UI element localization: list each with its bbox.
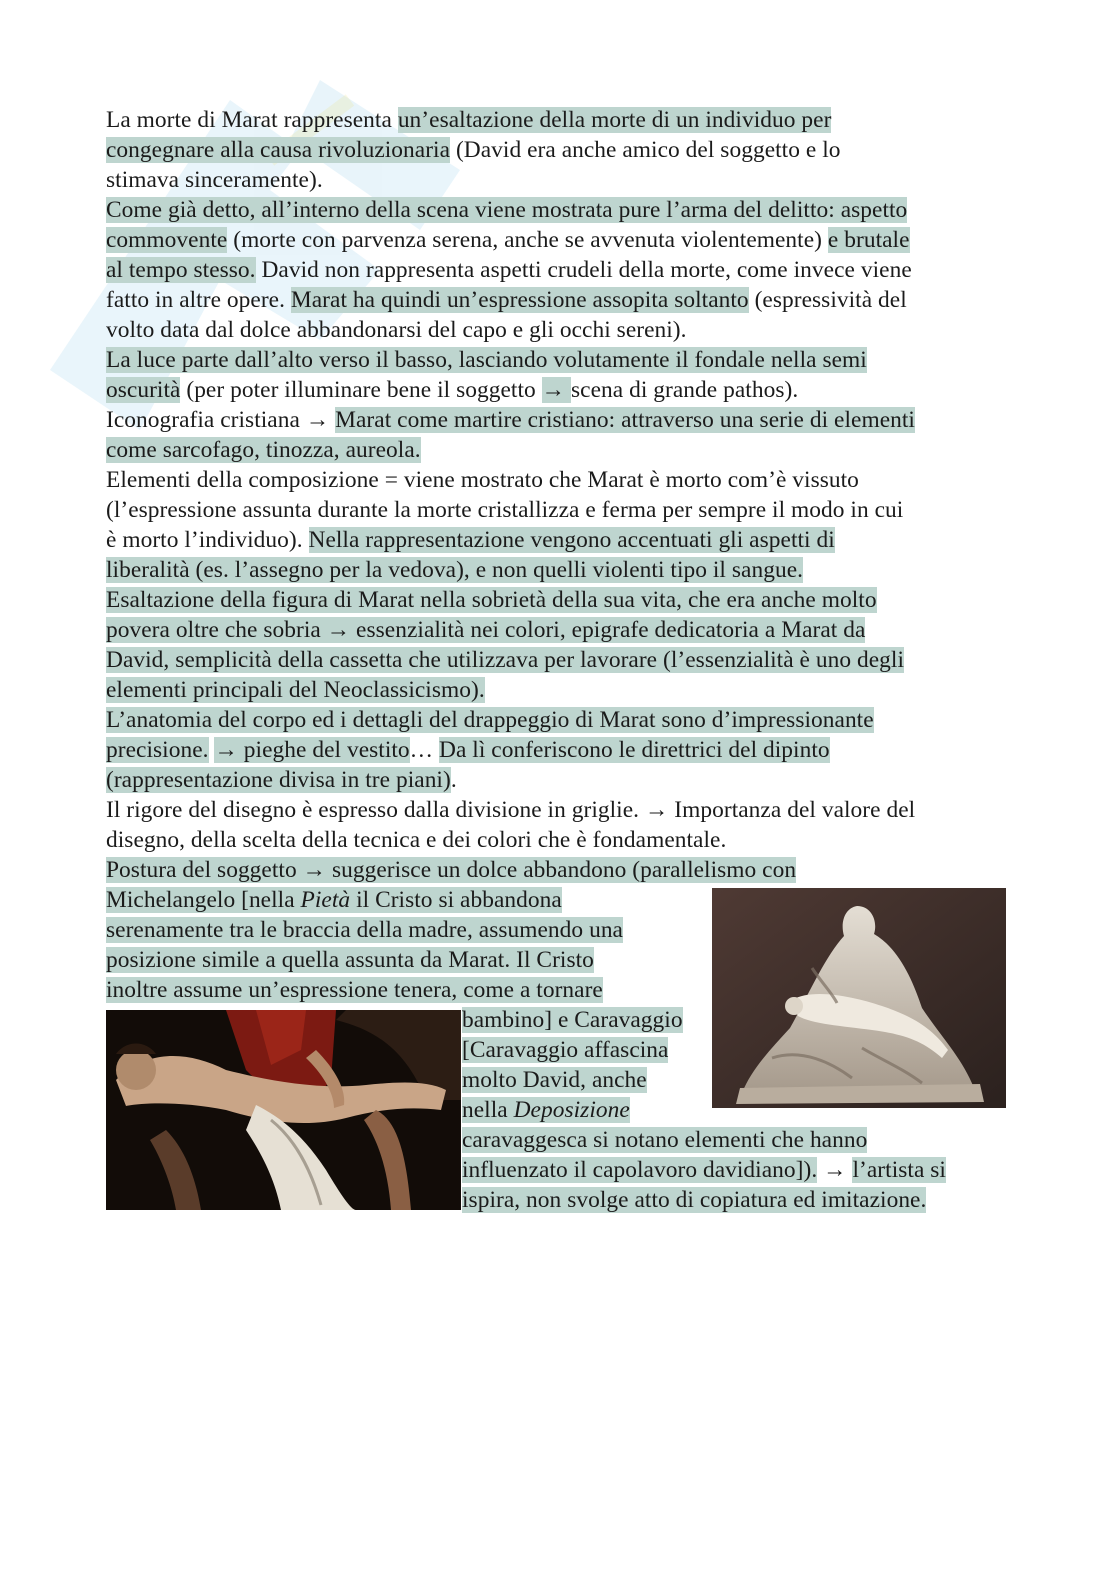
highlighted-text: commovente xyxy=(106,227,228,253)
text-run: è morto l’individuo). xyxy=(106,527,309,553)
text-line xyxy=(106,916,623,944)
text-line xyxy=(106,166,323,194)
highlighted-text: ispira, non svolge atto di copiatura ed imitazione. xyxy=(462,1187,927,1213)
highlighted-text: al tempo stesso. xyxy=(106,257,256,283)
text-line xyxy=(462,1186,926,1214)
text-run: Elementi della composizione = viene mostrato che Marat è morto com’è vissuto xyxy=(106,467,859,493)
highlighted-text: [Caravaggio affascina xyxy=(462,1037,669,1063)
text-line xyxy=(106,886,562,914)
text-run: David non rappresenta aspetti crudeli della morte, come invece viene xyxy=(255,257,912,283)
highlighted-text: oscurità xyxy=(106,377,181,403)
highlighted-text: come sarcofago, tinozza, aureola. xyxy=(106,437,421,463)
text-line xyxy=(106,196,907,224)
text-run: … xyxy=(409,737,440,763)
highlighted-text: → xyxy=(541,377,571,403)
text-line xyxy=(106,766,457,794)
highlighted-text: il Cristo si abbandona xyxy=(350,887,562,913)
text-line xyxy=(106,556,803,584)
text-run: scena di grande pathos). xyxy=(571,377,799,403)
text-line xyxy=(106,586,877,614)
highlighted-text: precisione. xyxy=(106,737,209,763)
highlighted-text: David, semplicità della cassetta che utilizzava per lavorare (l’essenzialità è uno degli xyxy=(106,647,905,673)
highlighted-text: Esaltazione della figura di Marat nella sobrietà della sua vita, che era anche molto xyxy=(106,587,877,613)
text-run: (David era anche amico del soggetto e lo xyxy=(450,137,841,163)
highlighted-text: povera oltre che sobria → essenzialità nei colori, epigrafe dedicatoria a Marat da xyxy=(106,617,866,643)
text-run: volto data dal dolce abbandonarsi del capo e gli occhi sereni). xyxy=(106,317,687,343)
highlighted-text: nella xyxy=(462,1097,514,1123)
text-line xyxy=(106,946,594,974)
highlighted-text: congegnare alla causa rivoluzionaria xyxy=(106,137,451,163)
text-line xyxy=(106,496,903,524)
deposizione-image xyxy=(106,1010,461,1210)
highlighted-text: La luce parte dall’alto verso il basso, lasciando volutamente il fondale nella semi xyxy=(106,347,867,373)
highlighted-text: l’artista si xyxy=(852,1157,946,1183)
text-line xyxy=(106,136,841,164)
text-run: (morte con parvenza serena, anche se avvenuta violentemente) xyxy=(227,227,828,253)
text-line xyxy=(106,256,912,284)
highlighted-text: e brutale xyxy=(827,227,910,253)
text-line xyxy=(462,1096,630,1124)
text-line xyxy=(106,976,603,1004)
text-line xyxy=(462,1066,647,1094)
highlighted-text: posizione simile a quella assunta da Marat. xyxy=(106,947,511,973)
text-run: → xyxy=(817,1157,853,1183)
text-line xyxy=(106,796,915,824)
highlighted-text: Postura del soggetto → suggerisce un dolce abbandono (parallelismo con xyxy=(106,857,797,883)
text-run: stimava sinceramente). xyxy=(106,167,323,193)
highlighted-text: inoltre assume un’espressione tenera, come a tornare xyxy=(106,977,603,1003)
highlighted-text: → pieghe del vestito xyxy=(214,737,410,763)
text-run: fatto in altre opere. xyxy=(106,287,291,313)
highlighted-text: caravaggesca si notano elementi che hanno xyxy=(462,1127,868,1153)
text-line xyxy=(106,676,485,704)
highlighted-text: Marat ha quindi un’espressione assopita soltanto xyxy=(290,287,749,313)
text-line xyxy=(106,226,910,254)
text-line xyxy=(106,376,798,404)
text-run: Iconografia cristiana → xyxy=(106,407,336,433)
highlighted-text: (rappresentazione divisa in tre piani) xyxy=(106,767,451,793)
highlighted-text: L’anatomia del corpo ed i dettagli del drappeggio di Marat sono d’impressionante xyxy=(106,707,874,733)
text-line xyxy=(106,106,831,134)
text-line xyxy=(106,406,915,434)
text-run: (espressività del xyxy=(748,287,907,313)
text-run: Il rigore del disegno è espresso dalla divisione in griglie. → Importanza del valore del xyxy=(106,797,916,823)
text-line xyxy=(106,646,904,674)
text-line xyxy=(106,286,907,314)
text-run: . xyxy=(450,767,457,793)
highlighted-text: molto David, anche xyxy=(462,1067,647,1093)
highlighted-text: Michelangelo [nella xyxy=(106,887,301,913)
text-line xyxy=(462,1036,668,1064)
highlighted-text: Marat come martire cristiano: attraverso una serie di elementi xyxy=(335,407,915,433)
text-line xyxy=(106,856,796,884)
highlighted-text: Pietà xyxy=(300,887,351,913)
highlighted-text: Nella rappresentazione vengono accentuati gli aspetti di xyxy=(308,527,835,553)
highlighted-text: serenamente tra le braccia della madre, assumendo una xyxy=(106,917,623,943)
highlighted-text: bambino] e Caravaggio xyxy=(462,1007,683,1033)
text-line xyxy=(106,316,687,344)
text-run: (l’espressione assunta durante la morte cristallizza e ferma per sempre il modo in cui xyxy=(106,497,904,523)
highlighted-text: Da lì conferiscono le direttrici del dipinto xyxy=(439,737,830,763)
highlighted-text: influenzato il capolavoro davidiano]). xyxy=(462,1157,818,1183)
text-line xyxy=(106,706,874,734)
highlighted-text: Come già detto, all’interno della scena viene mostrata pure l’arma del delitto: aspetto xyxy=(106,197,908,223)
text-line xyxy=(106,346,867,374)
text-line xyxy=(462,1156,946,1184)
text-run: La morte di Marat rappresenta xyxy=(106,107,398,133)
text-line xyxy=(462,1006,683,1034)
text-line xyxy=(106,436,421,464)
highlighted-text: Il Cristo xyxy=(510,947,594,973)
text-line xyxy=(106,616,865,644)
text-line xyxy=(106,466,859,494)
pieta-image xyxy=(712,888,1006,1108)
text-line xyxy=(106,736,830,764)
highlighted-text: liberalità (es. l’assegno per la vedova), e non quelli violenti tipo il sangue. xyxy=(106,557,804,583)
highlighted-text: Deposizione xyxy=(513,1097,630,1123)
text-run: (per poter illuminare bene il soggetto xyxy=(180,377,542,403)
highlighted-text: elementi principali del Neoclassicismo). xyxy=(106,677,485,703)
text-line xyxy=(106,826,726,854)
highlighted-text: un’esaltazione della morte di un individuo per xyxy=(397,107,832,133)
text-line xyxy=(106,526,835,554)
text-run: disegno, della scelta della tecnica e dei colori che è fondamentale. xyxy=(106,827,727,853)
text-line xyxy=(462,1126,867,1154)
